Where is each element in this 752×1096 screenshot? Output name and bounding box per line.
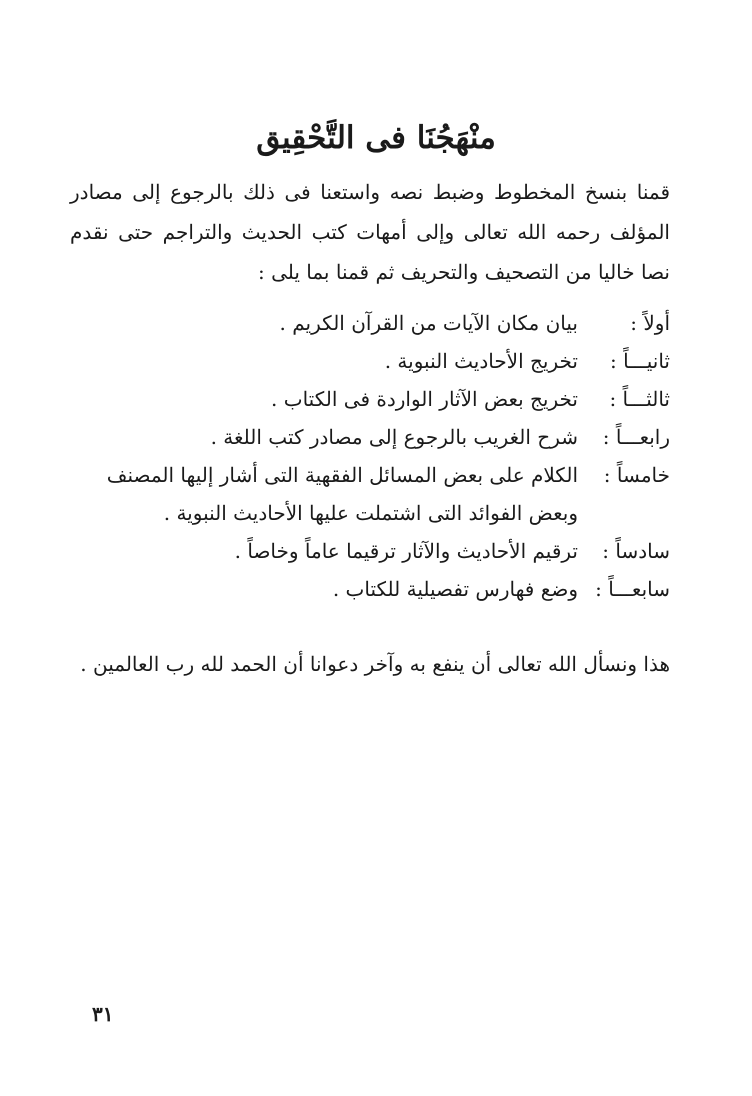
step-text: ترقيم الأحاديث والآثار ترقيما عاماً وخاصاً . — [234, 539, 578, 563]
list-item — [70, 380, 670, 418]
step-label: ثانيـــاً : — [609, 349, 670, 373]
closing-paragraph: هذا ونسأل الله تعالى أن ينفع به وآخر دعوانا أن الحمد لله رب العالمين . — [80, 652, 670, 676]
step-text: بيان مكان الآيات من القرآن الكريم . — [279, 311, 578, 335]
step-label: سادساً : — [602, 539, 670, 563]
methodology-list — [70, 304, 670, 608]
step-label: سابعـــاً : — [595, 577, 670, 601]
page-title: منْهَجُنَا فى التَّحْقِيق — [256, 120, 496, 156]
list-item — [70, 418, 670, 456]
intro-text: قمنا بنسخ المخطوط وضبط نصه واستعنا فى ذلك بالرجوع إلى مصادر المؤلف رحمه الله تعالى وإلى أمهات كتب الحديث والتراجم حتى نقدم نصا خاليا من التصحيف والتحريف ثم قمنا بما يلى : — [70, 180, 670, 284]
step-label: ثالثـــاً : — [609, 387, 670, 411]
step-label: رابعـــاً : — [602, 425, 670, 449]
step-text: تخريج بعض الآثار الواردة فى الكتاب . — [271, 387, 578, 411]
step-text: تخريج الأحاديث النبوية . — [384, 349, 578, 373]
step-text: شرح الغريب بالرجوع إلى مصادر كتب اللغة . — [210, 425, 578, 449]
list-item — [70, 570, 670, 608]
intro-paragraph — [70, 172, 670, 292]
list-item — [70, 532, 670, 570]
step-text: وضع فهارس تفصيلية للكتاب . — [332, 577, 578, 601]
list-item — [70, 456, 670, 532]
list-item — [70, 304, 670, 342]
step-label: خامساً : — [603, 463, 670, 487]
page-number: ٣١ — [92, 1002, 114, 1026]
step-text: الكلام على بعض المسائل الفقهية التى أشار إليها المصنف وبعض الفوائد التى اشتملت عليها الأحاديث النبوية . — [106, 463, 578, 525]
step-label: أولاً : — [630, 311, 670, 335]
list-item — [70, 342, 670, 380]
